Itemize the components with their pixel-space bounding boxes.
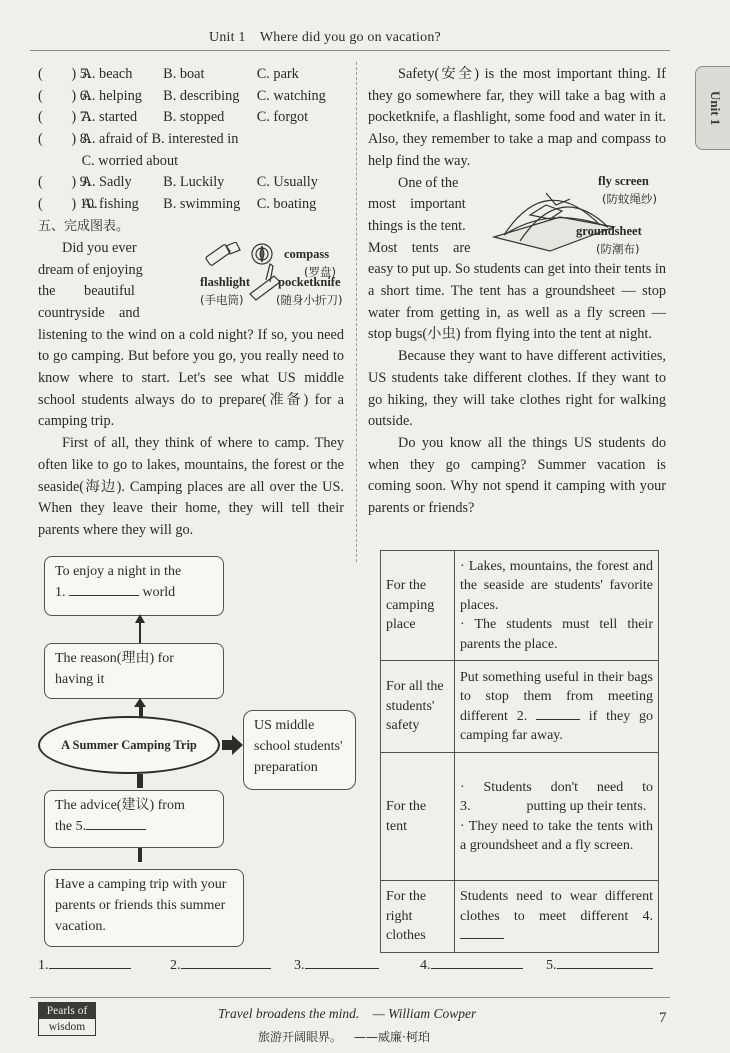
arrow-down <box>137 774 143 788</box>
arrow-right-icon <box>222 735 244 755</box>
question-row <box>38 107 344 129</box>
page-number: 7 <box>659 1010 667 1026</box>
answer-slot: 3. <box>294 958 379 974</box>
tent-illustration <box>490 175 666 257</box>
table-row <box>381 661 659 753</box>
table-row <box>381 881 659 953</box>
unit-tab-label: Unit 1 <box>708 90 723 126</box>
intro-line: dream of enjoying <box>38 261 143 278</box>
arrow-down <box>138 848 142 862</box>
bullet-item: · Students don't need to 3. putting up their tents. <box>460 779 653 814</box>
option-b: B. stopped <box>163 109 225 126</box>
flashlight-icon <box>205 242 240 266</box>
table-head-cell: For the right clothes <box>381 881 455 953</box>
option-c: C. boating <box>256 196 317 213</box>
answer-paren: ( ) 5. <box>38 66 91 82</box>
paragraph-text: Safety(安全) is the most important thing. If they go somewhere far, they will take a bag with a pocketknife, a flashlight, some food and water in it. Also, they remember to take a map and compass to help find the way. <box>368 66 666 169</box>
flow-box-advice <box>44 790 224 848</box>
header-divider <box>30 50 670 51</box>
answer-paren: ( ) 6. <box>38 87 91 104</box>
blank-5 <box>86 829 146 830</box>
answer-paren: ( ) 9. <box>38 174 91 191</box>
option-b: B. describing <box>163 87 240 104</box>
answer-paren: ( ) 7. <box>38 109 91 126</box>
column-divider <box>356 62 357 562</box>
option-a: A. helping <box>81 87 142 104</box>
question-row <box>38 64 344 86</box>
flow-box-text: US middle school students' preparation <box>254 718 343 775</box>
pearls-of-wisdom-badge: Pearls of wisdom <box>38 1002 96 1036</box>
left-column <box>38 64 344 542</box>
summary-table <box>380 550 659 953</box>
table-head-cell: For the tent <box>381 753 455 881</box>
bullet-item: · Lakes, mountains, the forest and the seaside are students' favorite places. <box>460 558 653 613</box>
flow-box-bottom <box>44 869 244 947</box>
blank-1 <box>69 595 139 596</box>
answer-line[interactable] <box>49 968 131 969</box>
table-content-cell <box>455 753 659 881</box>
bullet-item: · They need to take the tents with a groundsheet and a fly screen. <box>460 818 653 853</box>
flow-box-text: 1. world <box>55 585 176 600</box>
table-head-cell: For all the students' safety <box>381 661 455 753</box>
arrow-head <box>134 698 146 707</box>
fly-screen-label-cn: (防蚊绳纱) <box>602 191 657 206</box>
flow-center-oval: A Summer Camping Trip <box>38 716 220 774</box>
paragraph-text: easy to put up. So students can get into their tents in a short time. The tent has a groundsheet — stop water from getting in, as well as a fly screen — stop bugs(小虫) from flying into the tent at night. <box>368 261 666 343</box>
flow-box-text: Have a camping trip with your parents or friends this summer vacation. <box>55 877 227 934</box>
option-c: C. park <box>256 66 299 82</box>
paragraph-text: Because they want to have different activities, US students take different clothes. If they want to go hiking, they will take clothes right for walking outside. <box>368 348 666 430</box>
flow-box-text: the 5. <box>55 816 213 837</box>
flow-box-preparation <box>243 710 356 790</box>
compass-label-cn: (罗盘) <box>304 264 336 279</box>
table-row <box>381 753 659 881</box>
intro-line: countryside and <box>38 304 140 321</box>
option-line-2: C. worried about <box>81 152 179 169</box>
table-content-cell: Students need to wear different clothes to meet different 4. <box>455 881 659 953</box>
option-a: A. beach <box>81 66 133 82</box>
option-b: B. swimming <box>163 196 241 213</box>
question-row <box>38 86 344 108</box>
flow-box-text: The reason(理由) for having it <box>55 651 174 687</box>
quote-chinese: 旅游开阔眼界。 ——威廉·柯珀 <box>258 1030 430 1044</box>
option-line-1: A. afraid of B. interested in <box>81 131 239 148</box>
intro-line: Did you ever <box>62 239 137 256</box>
flow-box-reason <box>44 643 224 699</box>
footer-divider <box>30 997 670 998</box>
answer-paren: ( ) 8. <box>38 131 91 148</box>
option-a: A. Sadly <box>81 174 132 191</box>
option-a: A. fishing <box>81 196 139 213</box>
answer-slot: 5. <box>546 958 653 974</box>
intro-line: most important <box>368 196 466 213</box>
pocketknife-label: pocketknife <box>278 274 341 289</box>
table-head-cell: For the camping place <box>381 551 455 661</box>
intro-line: Most tents are <box>368 239 471 256</box>
bullet-item: · The students must tell their parents the place. <box>460 617 653 652</box>
intro-line: One of the <box>398 174 459 191</box>
blank-4 <box>460 938 504 939</box>
flow-box-enjoy <box>44 556 224 616</box>
option-c: C. Usually <box>256 174 318 191</box>
intro-line: things is the tent. <box>368 217 466 234</box>
section-title: 五、完成图表。 <box>38 218 130 234</box>
answer-line[interactable] <box>305 968 379 969</box>
flashlight-label-cn: (手电筒) <box>200 292 244 307</box>
compass-label: compass <box>284 246 330 261</box>
option-b: B. Luckily <box>163 174 225 191</box>
option-b: B. boat <box>163 66 205 82</box>
intro-line: the beautiful <box>38 283 135 300</box>
blank-2 <box>536 719 580 720</box>
table-content-cell <box>455 551 659 661</box>
groundsheet-label: groundsheet <box>576 223 642 238</box>
table-content-cell: Put something useful in their bags to stop them from meeting different 2. if they go camping far away. <box>455 661 659 753</box>
question-row-continued <box>38 151 344 173</box>
table-row <box>381 551 659 661</box>
answer-slot: 4. <box>420 958 523 974</box>
fly-screen-label: fly screen <box>598 173 649 188</box>
option-a: A. started <box>81 109 138 126</box>
answer-paren: ( ) 10. <box>38 196 98 213</box>
paragraph-text: Do you know all the things US students do when they go camping? Summer vacation is coming soon. Why not spend it camping with your parents or friends? <box>368 434 666 517</box>
flow-box-text: To enjoy a night in the <box>55 564 182 579</box>
arrow-head <box>135 614 145 623</box>
option-c: C. watching <box>256 87 326 104</box>
pocketknife-label-cn: (随身小折刀) <box>276 292 343 307</box>
answer-line[interactable] <box>181 968 271 969</box>
answer-slot: 1. <box>38 958 131 974</box>
page-header-title: Unit 1 Where did you go on vacation? <box>209 30 441 45</box>
flow-box-text: The advice(建议) from <box>55 798 185 813</box>
groundsheet-label-cn: (防潮布) <box>596 241 640 256</box>
paragraph-text: First of all, they think of where to camp. They often like to go to lakes, mountains, the forest or the seaside(海边). Camping places are all over the US. When they leave their home, they will tell their parents where they will go. <box>38 435 344 538</box>
question-row <box>38 172 344 194</box>
passage-left <box>38 238 344 542</box>
answer-slot: 2. <box>170 958 271 974</box>
question-row <box>38 194 344 216</box>
tools-illustration <box>176 242 344 306</box>
option-c: C. forgot <box>256 109 309 126</box>
unit-tab <box>695 66 730 150</box>
answer-line[interactable] <box>431 968 523 969</box>
flashlight-label: flashlight <box>200 274 251 289</box>
answer-line[interactable] <box>557 968 653 969</box>
paragraph-text: listening to the wind on a cold night? If so, you need to go camping. But before you go, you really need to know where to start. Let's see what US middle school students always do to prepare(准备) for a camping trip. <box>38 326 344 430</box>
arrow-up <box>139 622 141 644</box>
quote-english: Travel broadens the mind. — William Cowper <box>218 1006 477 1021</box>
question-row <box>38 129 344 151</box>
right-column <box>368 64 666 520</box>
